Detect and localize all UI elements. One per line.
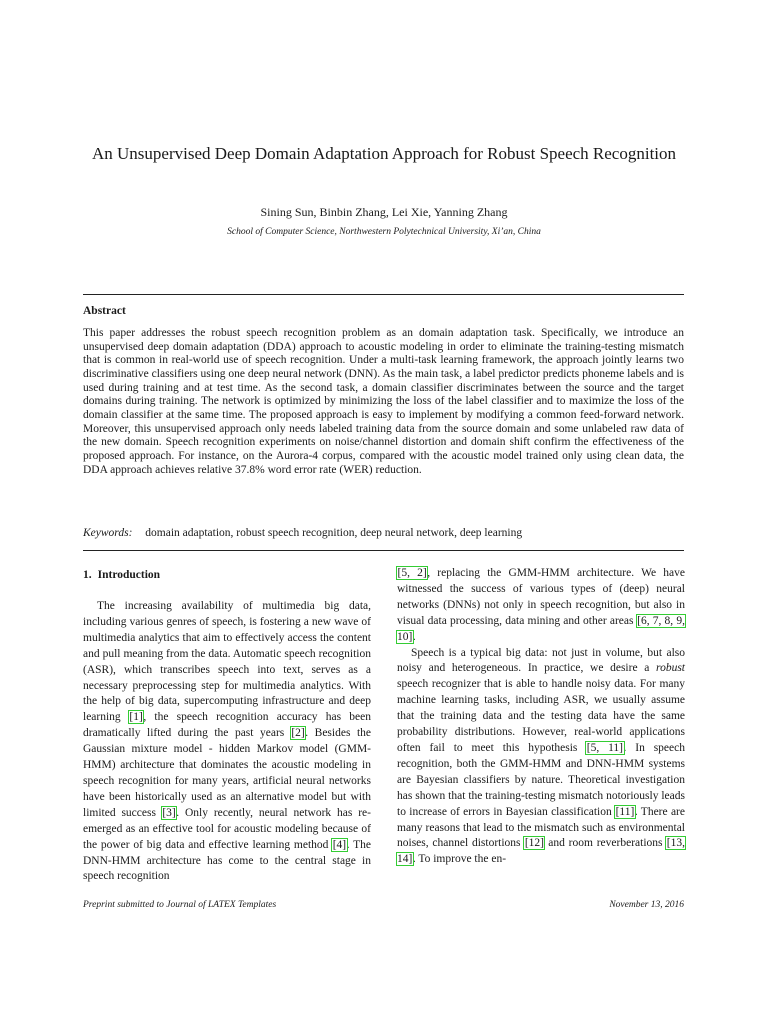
- text-run: . In speech recognition, both the GMM-HMM and DNN-HMM systems are Bayesian classifiers by nature. Theoretical investigation has shown that the training-testing mismatch notoriously leads to increase of errors in Bayesian classification: [397, 741, 685, 818]
- keywords-label: Keywords:: [83, 527, 133, 539]
- citation-link[interactable]: [5, 2]: [397, 567, 427, 579]
- citation-link[interactable]: [6, 7, 8, 9, 10]: [397, 614, 685, 643]
- intro-paragraph-2: [397, 646, 685, 869]
- text-run: . There are many reasons that lead to the mismatch such as environmental noises, channel distortions: [397, 805, 685, 850]
- abstract-heading: Abstract: [83, 305, 126, 317]
- text-run: The increasing availability of multimedia big data, including various genres of speech, is fostering a new wave of multimedia analytics that aim to effectively access the content and pull meaning from the data. Automatic speech recognition (ASR), which transcribes speech into text, serves as a necessary preprocessing step for multimedia analytics. With the help of big data, supercomputing infrastructure and deep learning: [83, 600, 371, 724]
- citation-link[interactable]: [12]: [524, 837, 544, 850]
- abstract-body: This paper addresses the robust speech recognition problem as an domain adaptation task. Specifically, we introduce an unsupervised deep domain adaptation (DDA) approach to acoustic modeling in order to eliminate the training-testing mismatch that is common in real-world use of speech recognition. Under a multi-task learning framework, the approach jointly learns two discriminative classifiers using one deep neural network (DNN). As the main task, a label predictor predicts phoneme labels and is used during training and at test time. As the second task, a domain classifier discriminates between the source and the target domains during training. The network is optimized by minimizing the loss of the label classifier and to maximize the loss of the domain classifier at the same time. The proposed approach is easy to implement by modifying a common feed-forward network. Moreover, this unsupervised approach only needs labeled training data from the source domain and some unlabeled raw data of the new domain. Speech recognition experiments on noise/channel distortion and domain shift confirm the effectiveness of the proposed approach. For instance, on the Aurora-4 corpus, compared with the acoustic model trained only using clean data, the DDA approach achieves relative 37.8% word error rate (WER) reduction.: [83, 327, 684, 476]
- text-run: . Besides the Gaussian mixture model - hidden Markov model (GMM-HMM) architecture that dominates the acoustic modeling in speech recognition for many years, artificial neural networks have been historically used as an alternative model but with limited success: [83, 727, 371, 819]
- text-run: , replacing the GMM-HMM architecture. We have witnessed the success of various types of (deep) neural networks (DNNs) not only in speech recognition, but also in visual data processing, data mining and other areas: [397, 567, 685, 627]
- section-number: 1.: [83, 569, 92, 581]
- right-column: [397, 566, 685, 868]
- text-run: and room reverberations: [544, 837, 667, 850]
- citation-link[interactable]: [3]: [162, 806, 176, 819]
- citation-link[interactable]: [4]: [332, 838, 347, 851]
- text-run: Speech is a typical big data: not just in volume, but also noisy and heterogeneous. In practice, we desire a: [397, 646, 685, 675]
- footer-journal: Preprint submitted to Journal of LATEX Templates: [83, 900, 277, 910]
- text-run: . To improve the en-: [412, 853, 507, 866]
- citation-link[interactable]: [2]: [291, 727, 305, 740]
- intro-paragraph-1-continued: [397, 566, 685, 646]
- keywords-line: [83, 526, 684, 540]
- abstract-bottom-rule: [83, 550, 684, 551]
- affiliation: School of Computer Science, Northwestern Polytechnical University, Xi’an, China: [227, 227, 541, 237]
- text-run: speech recognizer that is able to handle noisy data. For many machine learning tasks, including ASR, we usually assume that the training data and the testing data have the same probability distributions. However, real-world applications often fail to meet this hypothesis: [397, 678, 685, 754]
- citation-link[interactable]: [13, 14]: [397, 837, 685, 866]
- text-run: , the speech recognition accuracy has been dramatically lifted during the past years: [83, 711, 371, 740]
- text-run: . The DNN-HMM architecture has come to the central stage in speech recognition: [83, 838, 371, 883]
- abstract-top-rule: [83, 294, 684, 295]
- footer-date: November 13, 2016: [609, 900, 684, 910]
- author-list: Sining Sun, Binbin Zhang, Lei Xie, Yanning Zhang: [260, 205, 508, 219]
- citation-link[interactable]: [11]: [615, 805, 635, 818]
- text-run: . Only recently, neural network has re-emerged as an effective tool for acoustic modeling because of the power of big data and effective learning method: [83, 806, 371, 851]
- emphasis-robust: robust: [656, 662, 685, 675]
- text-run: .: [412, 630, 416, 643]
- citation-link[interactable]: [5, 11]: [586, 741, 624, 754]
- intro-paragraph-1: [83, 599, 371, 885]
- paper-title: An Unsupervised Deep Domain Adaptation Approach for Robust Speech Recognition: [91, 144, 677, 163]
- section-heading: [83, 568, 371, 583]
- left-column: [83, 566, 371, 885]
- citation-link[interactable]: [1]: [129, 711, 143, 724]
- keywords-value: domain adaptation, robust speech recognition, deep neural network, deep learning: [145, 527, 523, 539]
- section-title: Introduction: [97, 569, 161, 581]
